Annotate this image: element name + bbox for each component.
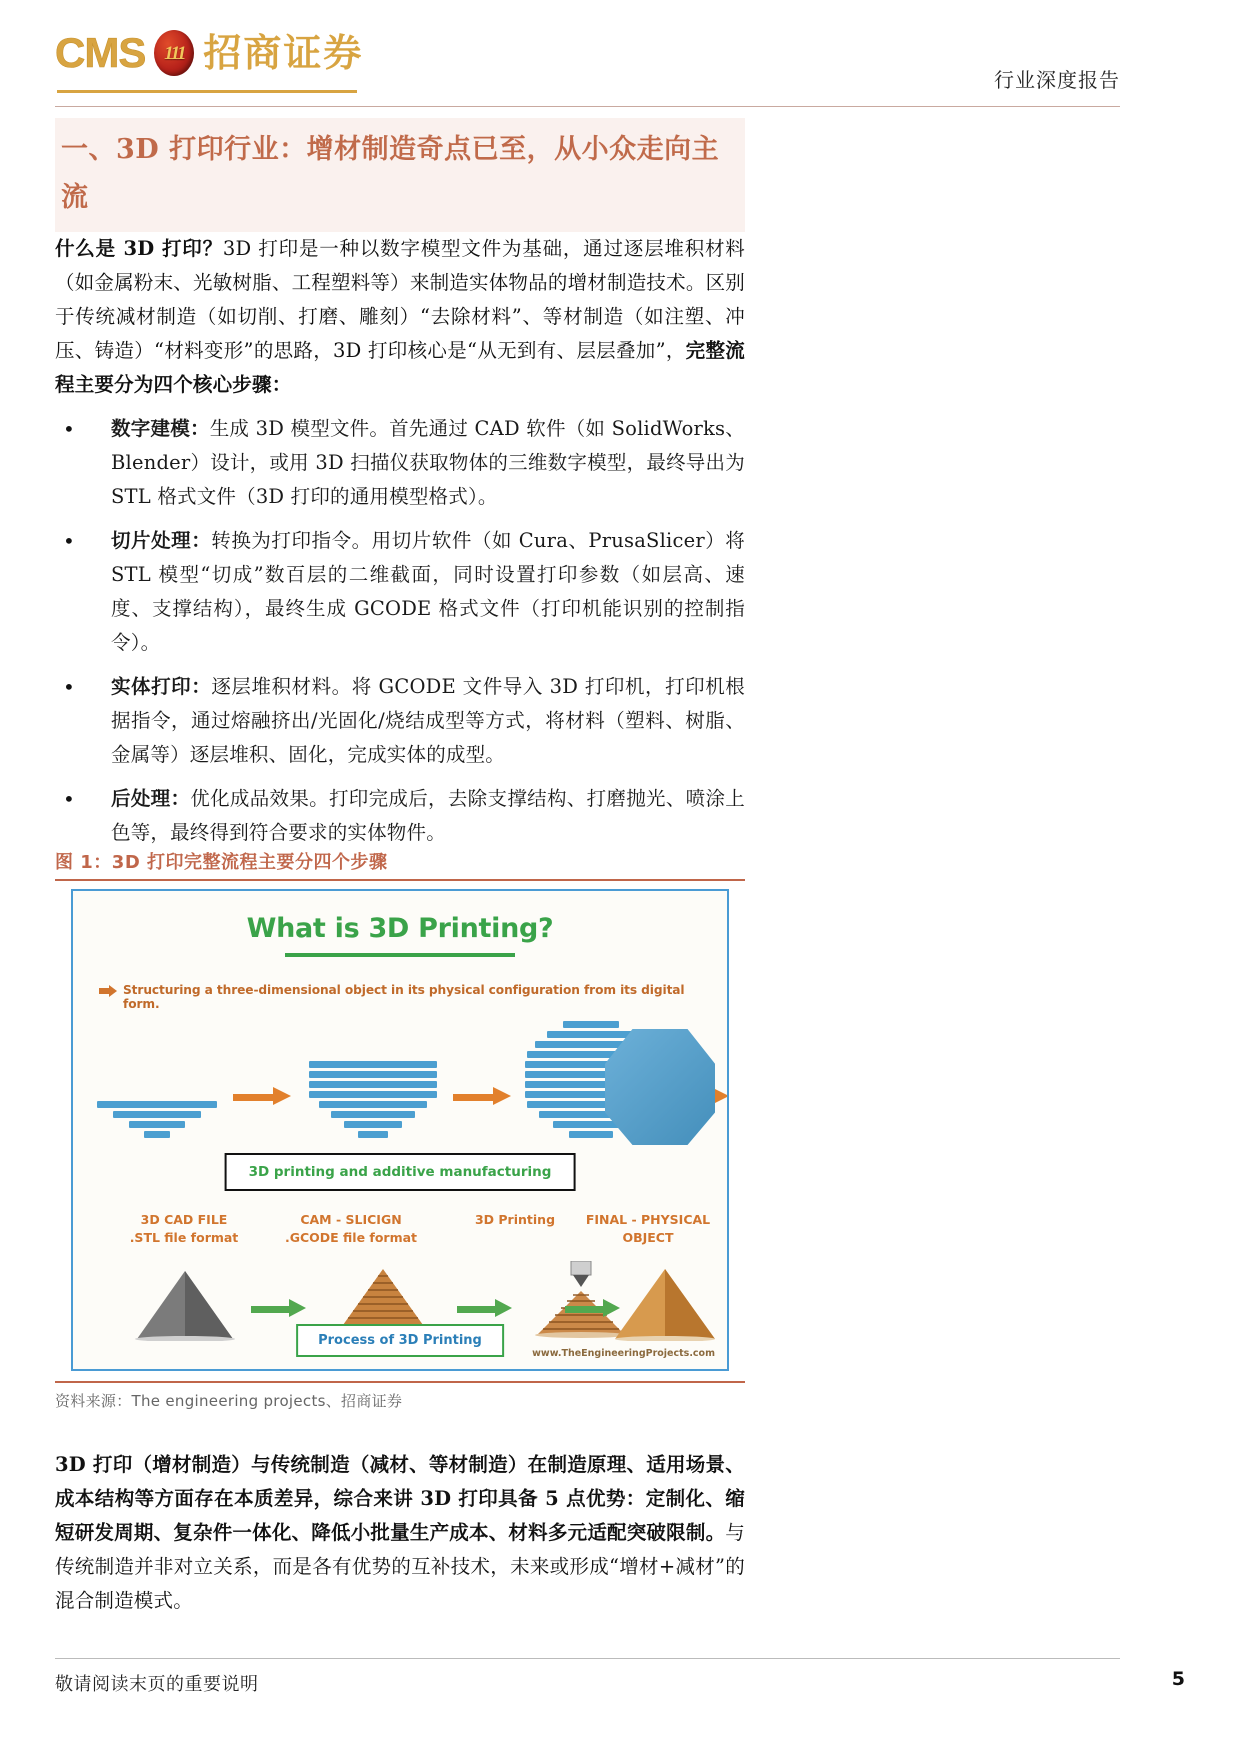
figure-container xyxy=(55,881,745,1381)
closing-content xyxy=(55,1448,745,1620)
logo-badge-icon xyxy=(154,30,194,76)
orange-arrow-2 xyxy=(453,1091,513,1103)
intro-lead-bold: 什么是 3D 打印？ xyxy=(55,237,223,260)
list-item xyxy=(55,782,745,850)
step-text: 生成 3D 模型文件。首先通过 CAD 软件（如 SolidWorks、Blender）设计，或用 3D 扫描仪获取物体的三维数字模型，最终导出为 STL 格式文件（3D 打印的通用模型格式）。 xyxy=(111,417,745,508)
closing-normal-text: 与传统制造并非对立关系，而是各有优势的互补技术，未来或形成“增材+减材”的混合制造模式。 xyxy=(55,1521,745,1612)
bottom-label-box: Process of 3D Printing xyxy=(296,1324,504,1357)
final-hexagon-shape xyxy=(605,1029,715,1145)
intro-body-text: 3D 打印是一种以数字模型文件为基础，通过逐层堆积材料（如金属粉末、光敏树脂、工程塑料等）来制造实体物品的增材制造技术。区别于传统减材制造（如切削、打磨、雕刻）“去除材料”、等材制造（如注塑、冲压、铸造）“材料变形”的思路，3D 打印核心是“从无到有、层层叠加”， xyxy=(55,237,746,362)
green-arrow-1 xyxy=(251,1303,309,1315)
logo-underline xyxy=(57,90,357,93)
layer-stack-row xyxy=(73,1031,727,1141)
logo-chinese-text: 招商证券 xyxy=(203,31,364,75)
report-type-label: 行业深度报告 xyxy=(994,68,1120,92)
cms-logo xyxy=(55,30,363,76)
step-term: 数字建模： xyxy=(111,417,210,440)
header-divider xyxy=(55,106,1120,107)
middle-label-box: 3D printing and additive manufacturing xyxy=(225,1153,576,1191)
step-label-1-line1: 3D CAD FILE xyxy=(140,1212,228,1227)
page-number: 5 xyxy=(1171,1668,1185,1690)
infographic-title-underline xyxy=(285,953,515,957)
step-label-4 xyxy=(573,1211,723,1247)
infographic-subtitle: Structuring a three-dimensional object in its physical configuration from its digital form. xyxy=(123,983,685,1011)
step-term: 后处理： xyxy=(111,787,191,810)
stack-shape-1 xyxy=(97,1101,217,1141)
footer-note: 敬请阅读末页的重要说明 xyxy=(55,1674,259,1695)
list-item xyxy=(55,412,745,514)
closing-bold-text: 3D 打印（增材制造）与传统制造（减材、等材制造）在制造原理、适用场景、成本结构等方面存在本质差异，综合来讲 3D 打印具备 5 点优势：定制化、缩短研发周期、复杂件一体化、降低小批量生产成本、材料多元适配突破限制。 xyxy=(55,1453,745,1544)
step-label-4-line1: FINAL - PHYSICAL xyxy=(585,1212,711,1227)
pyramid-grey-cad xyxy=(135,1269,235,1341)
step-label-3-line1: 3D Printing xyxy=(474,1212,556,1227)
step-text: 优化成品效果。打印完成后，去除支撑结构、打磨抛光、喷涂上色等，最终得到符合要求的实体物件。 xyxy=(111,787,745,844)
list-item xyxy=(55,670,745,772)
step-label-2-line2: .GCODE file format xyxy=(284,1230,418,1245)
footer-divider xyxy=(55,1658,1120,1659)
green-arrow-2 xyxy=(457,1303,515,1315)
step-text: 转换为打印指令。用切片软件（如 Cura、PrusaSlicer）将 STL 模型“切成”数百层的二维截面，同时设置打印参数（如层高、速度、支撑结构），最终生成 GCODE 格式文件（打印机能识别的控制指令）。 xyxy=(111,529,745,654)
closing-paragraph xyxy=(55,1448,745,1618)
step-label-1 xyxy=(109,1211,259,1247)
orange-arrow-1 xyxy=(233,1091,293,1103)
figure-caption: 图 1：3D 打印完整流程主要分四个步骤 xyxy=(55,852,388,873)
step-term: 实体打印： xyxy=(111,675,212,698)
step-label-1-line2: .STL file format xyxy=(129,1230,239,1245)
step-label-2 xyxy=(263,1211,439,1247)
step-label-3 xyxy=(445,1211,585,1229)
list-item xyxy=(55,524,745,660)
stack-shape-2 xyxy=(309,1061,437,1141)
intro-paragraph xyxy=(55,232,745,402)
step-term: 切片处理： xyxy=(111,529,212,552)
step-label-4-line2: OBJECT xyxy=(622,1230,674,1245)
section-heading: 一、3D 打印行业：增材制造奇点已至，从小众走向主流 xyxy=(55,118,745,232)
steps-list xyxy=(55,412,745,850)
step-label-2-line1: CAM - SLICIGN xyxy=(300,1212,402,1227)
intro-tail-bold: 完整流程主要分为四个核心步骤： xyxy=(55,339,745,396)
logo-latin-text: CMS xyxy=(55,29,146,76)
infographic-title: What is 3D Printing? xyxy=(246,913,554,944)
page-header xyxy=(55,30,1120,100)
infographic xyxy=(71,889,729,1371)
pyramid-final-object xyxy=(613,1267,717,1341)
figure-source: 资料来源：The engineering projects、招商证券 xyxy=(55,1392,403,1410)
step-text: 逐层堆积材料。将 GCODE 文件导入 3D 打印机，打印机根据指令，通过熔融挤出/光固化/烧结成型等方式，将材料（塑料、树脂、金属等）逐层堆积、固化，完成实体的成型。 xyxy=(111,675,745,766)
source-url-text: www.TheEngineeringProjects.com xyxy=(532,1348,715,1359)
body-content xyxy=(55,232,745,860)
logo-badge-text: 111 xyxy=(164,42,185,64)
figure-bottom-rule xyxy=(55,1381,745,1383)
